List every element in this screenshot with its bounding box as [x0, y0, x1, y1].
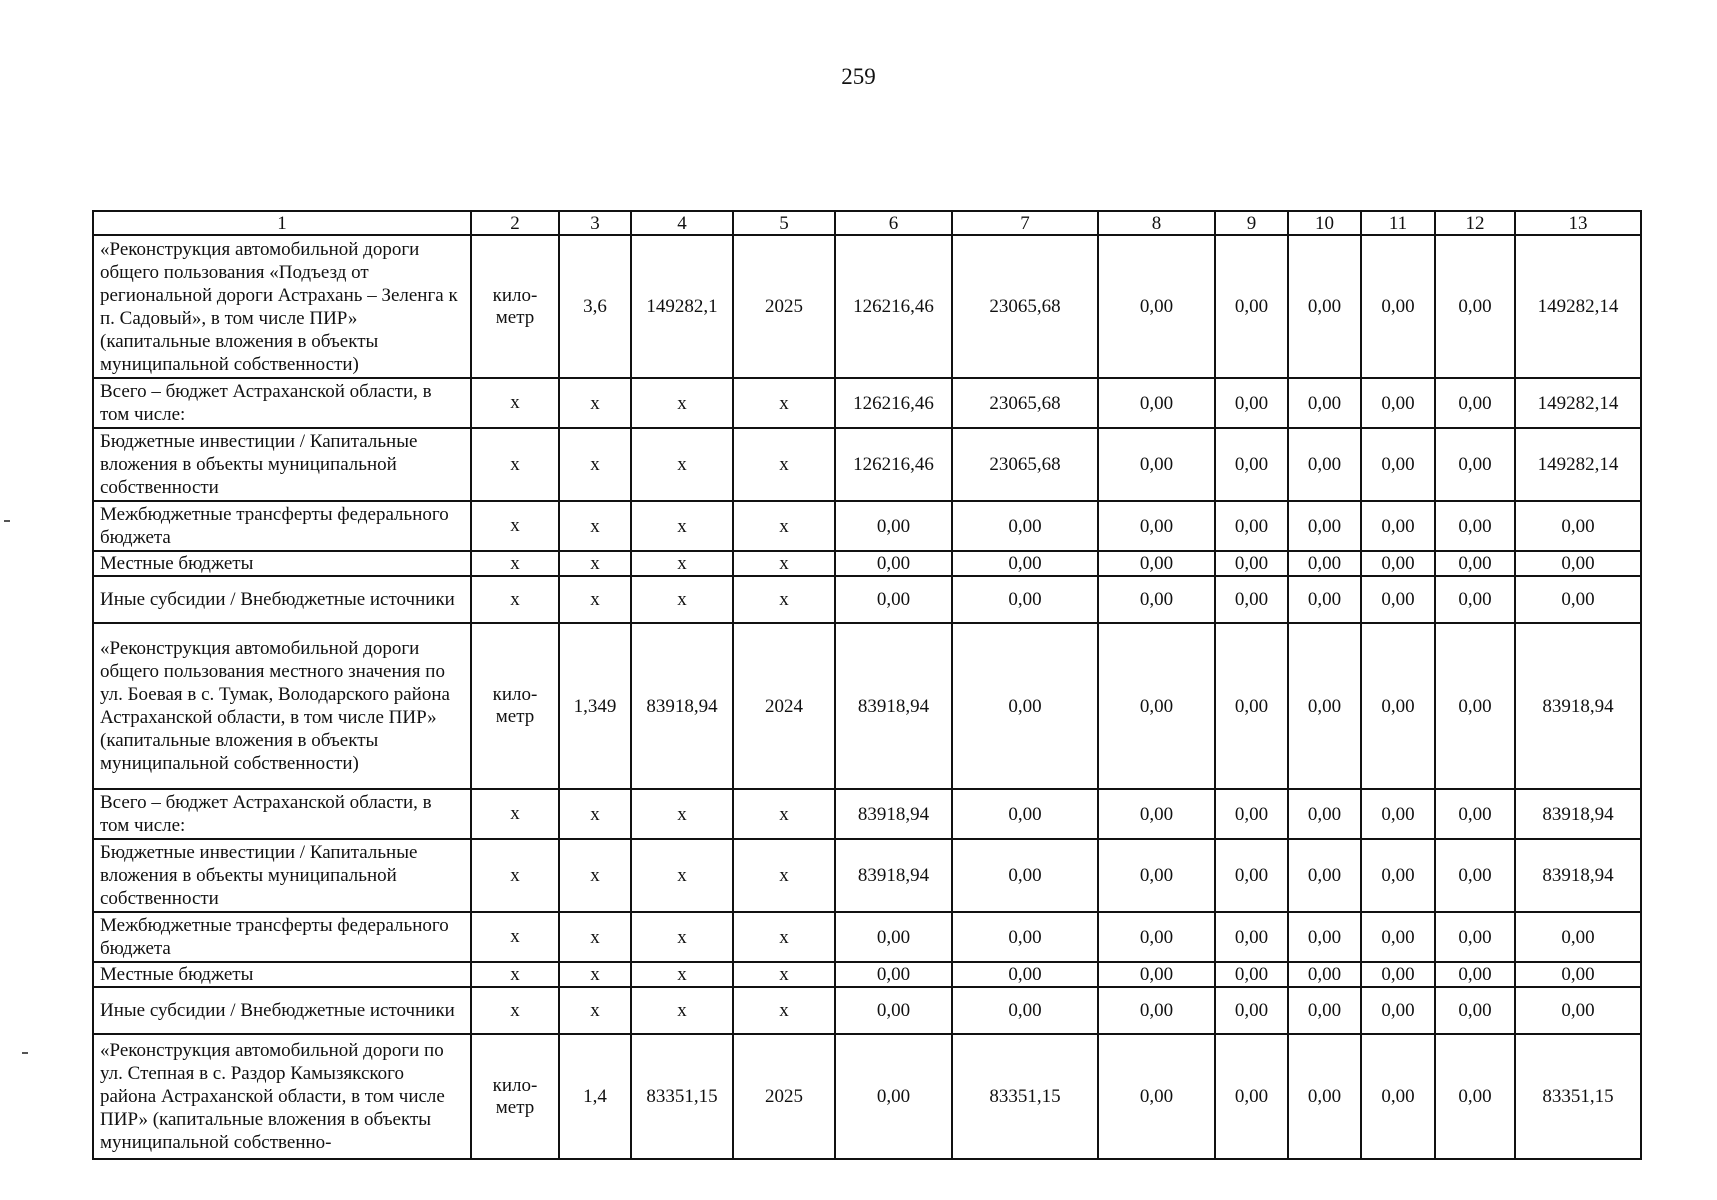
value-cell: 0,00	[952, 501, 1098, 551]
value-cell: 0,00	[952, 551, 1098, 576]
table-row	[93, 551, 1641, 576]
value-cell: 0,00	[952, 576, 1098, 623]
table-row	[93, 912, 1641, 962]
column-header: 9	[1215, 211, 1288, 235]
value-cell: 126216,46	[835, 235, 952, 378]
column-header: 7	[952, 211, 1098, 235]
length-cell: 1,4	[559, 1034, 631, 1159]
year-cell: x	[733, 839, 835, 912]
row-label-cell: «Реконструкция автомобильной дороги по ул. Степная в с. Раздор Камызякского района Астраханской области, в том числе ПИР» (капитальные вложения в объекты муниципальной собственно-	[93, 1034, 471, 1159]
unit-cell: x	[471, 912, 559, 962]
value-cell: 0,00	[1288, 789, 1361, 839]
value-cell: 0,00	[1098, 623, 1215, 789]
value-cell: 0,00	[835, 962, 952, 987]
total-cell: 83918,94	[1515, 789, 1641, 839]
row-label-cell: Бюджетные инвестиции / Капитальные вложения в объекты муниципальной собственности	[93, 428, 471, 501]
total-cell: 0,00	[1515, 987, 1641, 1034]
year-cell: x	[733, 428, 835, 501]
value-cell: 0,00	[1215, 912, 1288, 962]
total-cost-cell: x	[631, 551, 733, 576]
value-cell: 126216,46	[835, 378, 952, 428]
table-row	[93, 789, 1641, 839]
length-cell: 1,349	[559, 623, 631, 789]
value-cell: 0,00	[1435, 235, 1515, 378]
value-cell: 0,00	[1215, 987, 1288, 1034]
year-cell: x	[733, 576, 835, 623]
value-cell: 0,00	[1435, 623, 1515, 789]
value-cell: 83918,94	[835, 789, 952, 839]
value-cell: 0,00	[1288, 962, 1361, 987]
column-header: 10	[1288, 211, 1361, 235]
value-cell: 0,00	[1361, 576, 1435, 623]
value-cell: 0,00	[1435, 378, 1515, 428]
value-cell: 0,00	[1215, 839, 1288, 912]
total-cell: 0,00	[1515, 501, 1641, 551]
value-cell: 0,00	[1098, 962, 1215, 987]
column-header: 6	[835, 211, 952, 235]
budget-table	[92, 210, 1642, 1160]
column-number-row	[93, 211, 1641, 235]
value-cell: 0,00	[1288, 501, 1361, 551]
value-cell: 0,00	[952, 987, 1098, 1034]
value-cell: 83351,15	[952, 1034, 1098, 1159]
total-cost-cell: x	[631, 839, 733, 912]
row-label-cell: Иные субсидии / Внебюджетные источники	[93, 576, 471, 623]
value-cell: 0,00	[1215, 235, 1288, 378]
length-cell: x	[559, 789, 631, 839]
value-cell: 0,00	[835, 576, 952, 623]
total-cell: 0,00	[1515, 912, 1641, 962]
value-cell: 0,00	[1215, 576, 1288, 623]
row-label-cell: Межбюджетные трансферты федерального бюджета	[93, 912, 471, 962]
total-cost-cell: x	[631, 428, 733, 501]
value-cell: 0,00	[952, 839, 1098, 912]
value-cell: 0,00	[1215, 551, 1288, 576]
value-cell: 0,00	[952, 789, 1098, 839]
value-cell: 0,00	[952, 623, 1098, 789]
unit-cell: x	[471, 576, 559, 623]
total-cell: 149282,14	[1515, 378, 1641, 428]
total-cell: 83918,94	[1515, 839, 1641, 912]
unit-cell: кило-метр	[471, 623, 559, 789]
length-cell: x	[559, 378, 631, 428]
total-cost-cell: x	[631, 987, 733, 1034]
value-cell: 0,00	[1361, 623, 1435, 789]
value-cell: 0,00	[1098, 1034, 1215, 1159]
value-cell: 0,00	[1288, 623, 1361, 789]
year-cell: x	[733, 912, 835, 962]
value-cell: 0,00	[1288, 551, 1361, 576]
value-cell: 23065,68	[952, 428, 1098, 501]
total-cost-cell: x	[631, 501, 733, 551]
value-cell: 0,00	[1215, 378, 1288, 428]
value-cell: 0,00	[1288, 1034, 1361, 1159]
year-cell: x	[733, 501, 835, 551]
value-cell: 0,00	[1435, 501, 1515, 551]
value-cell: 83918,94	[835, 623, 952, 789]
value-cell: 0,00	[1435, 428, 1515, 501]
unit-cell: x	[471, 962, 559, 987]
unit-cell: кило-метр	[471, 235, 559, 378]
value-cell: 0,00	[1361, 501, 1435, 551]
scan-speck	[22, 1052, 28, 1054]
length-cell: x	[559, 501, 631, 551]
row-label-cell: Межбюджетные трансферты федерального бюджета	[93, 501, 471, 551]
table-row	[93, 1034, 1641, 1159]
value-cell: 0,00	[1435, 576, 1515, 623]
value-cell: 0,00	[1361, 235, 1435, 378]
value-cell: 0,00	[1215, 789, 1288, 839]
value-cell: 0,00	[1435, 789, 1515, 839]
total-cell: 149282,14	[1515, 428, 1641, 501]
value-cell: 0,00	[1361, 551, 1435, 576]
value-cell: 0,00	[1435, 912, 1515, 962]
year-cell: 2025	[733, 235, 835, 378]
year-cell: x	[733, 551, 835, 576]
unit-cell: x	[471, 987, 559, 1034]
value-cell: 0,00	[1361, 789, 1435, 839]
total-cost-cell: 83351,15	[631, 1034, 733, 1159]
table-row	[93, 623, 1641, 789]
total-cell: 0,00	[1515, 962, 1641, 987]
total-cell: 149282,14	[1515, 235, 1641, 378]
value-cell: 0,00	[1361, 428, 1435, 501]
row-label-cell: Всего – бюджет Астраханской области, в том числе:	[93, 378, 471, 428]
row-label-cell: Иные субсидии / Внебюджетные источники	[93, 987, 471, 1034]
unit-cell: x	[471, 378, 559, 428]
value-cell: 83918,94	[835, 839, 952, 912]
length-cell: x	[559, 839, 631, 912]
value-cell: 0,00	[1361, 987, 1435, 1034]
value-cell: 0,00	[835, 912, 952, 962]
year-cell: x	[733, 789, 835, 839]
length-cell: x	[559, 912, 631, 962]
value-cell: 0,00	[1098, 378, 1215, 428]
table-row	[93, 235, 1641, 378]
length-cell: x	[559, 551, 631, 576]
unit-cell: x	[471, 839, 559, 912]
length-cell: x	[559, 576, 631, 623]
table-row	[93, 839, 1641, 912]
value-cell: 0,00	[1435, 987, 1515, 1034]
row-label-cell: «Реконструкция автомобильной дороги общего пользования «Подъезд от региональной дороги Астрахань – Зеленга к п. Садовый», в том числе ПИР» (капитальные вложения в объекты муниципальной собственности)	[93, 235, 471, 378]
value-cell: 0,00	[1435, 962, 1515, 987]
value-cell: 0,00	[952, 962, 1098, 987]
value-cell: 0,00	[835, 501, 952, 551]
value-cell: 23065,68	[952, 235, 1098, 378]
value-cell: 0,00	[1098, 428, 1215, 501]
total-cost-cell: x	[631, 912, 733, 962]
table-row	[93, 501, 1641, 551]
value-cell: 0,00	[835, 1034, 952, 1159]
value-cell: 0,00	[1098, 912, 1215, 962]
unit-cell: x	[471, 551, 559, 576]
value-cell: 0,00	[1098, 576, 1215, 623]
page-number: 259	[841, 64, 876, 89]
value-cell: 0,00	[1288, 428, 1361, 501]
total-cost-cell: x	[631, 962, 733, 987]
value-cell: 0,00	[1361, 839, 1435, 912]
value-cell: 0,00	[1288, 912, 1361, 962]
value-cell: 0,00	[1435, 551, 1515, 576]
value-cell: 0,00	[1288, 839, 1361, 912]
table-body	[93, 235, 1641, 1159]
column-header: 2	[471, 211, 559, 235]
table-row	[93, 576, 1641, 623]
column-header: 1	[93, 211, 471, 235]
total-cost-cell: x	[631, 378, 733, 428]
value-cell: 0,00	[1361, 962, 1435, 987]
total-cell: 0,00	[1515, 576, 1641, 623]
value-cell: 0,00	[1361, 912, 1435, 962]
total-cell: 0,00	[1515, 551, 1641, 576]
row-label-cell: «Реконструкция автомобильной дороги общего пользования местного значения по ул. Боевая в с. Тумак, Володарского района Астраханской области, в том числе ПИР» (капитальные вложения в объекты муниципальной собственности)	[93, 623, 471, 789]
value-cell: 0,00	[1288, 576, 1361, 623]
value-cell: 0,00	[952, 912, 1098, 962]
value-cell: 0,00	[1098, 235, 1215, 378]
length-cell: 3,6	[559, 235, 631, 378]
column-header: 13	[1515, 211, 1641, 235]
total-cost-cell: 83918,94	[631, 623, 733, 789]
year-cell: x	[733, 987, 835, 1034]
row-label-cell: Всего – бюджет Астраханской области, в том числе:	[93, 789, 471, 839]
table-row	[93, 428, 1641, 501]
column-header: 4	[631, 211, 733, 235]
value-cell: 0,00	[1215, 1034, 1288, 1159]
year-cell: x	[733, 378, 835, 428]
length-cell: x	[559, 962, 631, 987]
value-cell: 0,00	[835, 987, 952, 1034]
unit-cell: x	[471, 789, 559, 839]
value-cell: 0,00	[1288, 378, 1361, 428]
total-cost-cell: x	[631, 789, 733, 839]
value-cell: 0,00	[1098, 839, 1215, 912]
total-cell: 83918,94	[1515, 623, 1641, 789]
value-cell: 0,00	[1215, 501, 1288, 551]
value-cell: 126216,46	[835, 428, 952, 501]
row-label-cell: Местные бюджеты	[93, 962, 471, 987]
value-cell: 0,00	[1361, 378, 1435, 428]
value-cell: 0,00	[1215, 428, 1288, 501]
value-cell: 0,00	[1435, 839, 1515, 912]
column-header: 5	[733, 211, 835, 235]
total-cell: 83351,15	[1515, 1034, 1641, 1159]
scan-speck	[4, 520, 10, 522]
value-cell: 0,00	[1361, 1034, 1435, 1159]
row-label-cell: Местные бюджеты	[93, 551, 471, 576]
year-cell: x	[733, 962, 835, 987]
value-cell: 0,00	[1435, 1034, 1515, 1159]
value-cell: 0,00	[1098, 551, 1215, 576]
value-cell: 0,00	[1288, 235, 1361, 378]
unit-cell: x	[471, 428, 559, 501]
unit-cell: x	[471, 501, 559, 551]
value-cell: 0,00	[1288, 987, 1361, 1034]
value-cell: 0,00	[1098, 501, 1215, 551]
column-header: 11	[1361, 211, 1435, 235]
table-row	[93, 962, 1641, 987]
value-cell: 0,00	[1098, 789, 1215, 839]
column-header: 3	[559, 211, 631, 235]
value-cell: 0,00	[1215, 623, 1288, 789]
value-cell: 0,00	[1215, 962, 1288, 987]
table-row	[93, 987, 1641, 1034]
total-cost-cell: x	[631, 576, 733, 623]
length-cell: x	[559, 428, 631, 501]
value-cell: 0,00	[1098, 987, 1215, 1034]
row-label-cell: Бюджетные инвестиции / Капитальные вложения в объекты муниципальной собственности	[93, 839, 471, 912]
unit-cell: кило-метр	[471, 1034, 559, 1159]
year-cell: 2024	[733, 623, 835, 789]
total-cost-cell: 149282,1	[631, 235, 733, 378]
value-cell: 0,00	[835, 551, 952, 576]
length-cell: x	[559, 987, 631, 1034]
column-header: 8	[1098, 211, 1215, 235]
table-row	[93, 378, 1641, 428]
column-header: 12	[1435, 211, 1515, 235]
year-cell: 2025	[733, 1034, 835, 1159]
value-cell: 23065,68	[952, 378, 1098, 428]
